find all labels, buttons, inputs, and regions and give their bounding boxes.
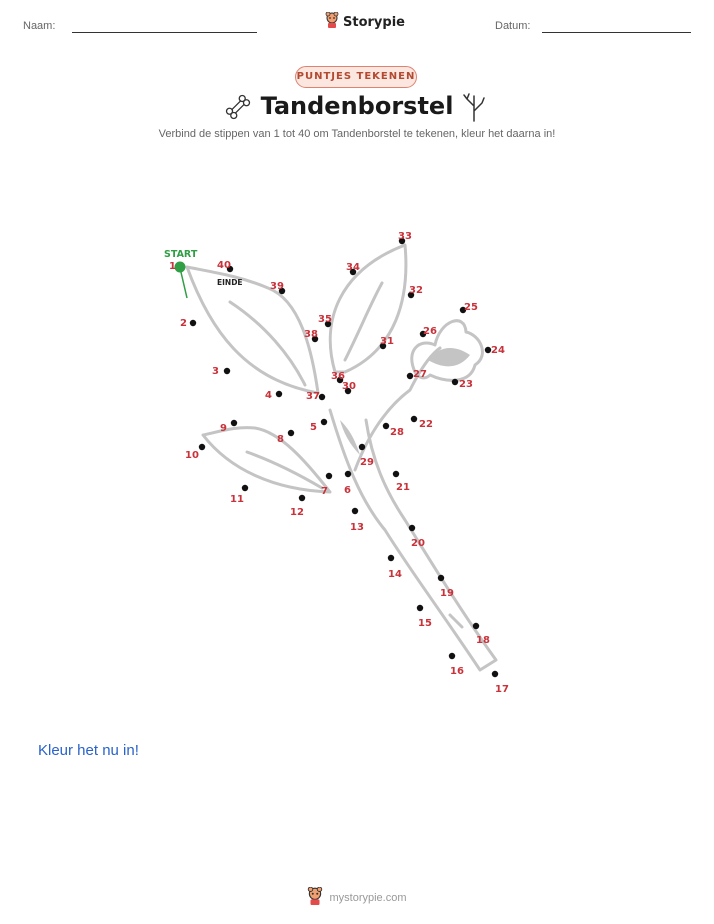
dot-number-23: 23 [459,379,473,390]
activity-badge: PUNTJES TEKENEN [295,66,417,88]
dot-12 [299,495,305,501]
dot-number-33: 33 [398,231,412,242]
start-marker [175,262,186,273]
dot-number-14: 14 [388,569,402,580]
end-label: EINDE [217,278,243,287]
dot-6 [345,471,351,477]
dot-number-9: 9 [220,423,227,434]
dot-10 [199,444,205,450]
instructions: Verbind de stippen van 1 tot 40 om Tandenborstel te tekenen, kleur het daarna in! [158,128,556,140]
dot-19 [438,575,444,581]
dot-22 [411,416,417,422]
dot-number-11: 11 [230,494,244,505]
stem-detail [450,615,462,627]
dot-number-40: 40 [217,260,231,271]
dot-number-16: 16 [450,666,464,677]
dot-number-2: 2 [180,318,187,329]
dot-number-1: 1 [169,261,176,272]
footer [0,887,714,909]
dot-number-10: 10 [185,450,199,461]
dot-17 [492,671,498,677]
dot-number-7: 7 [321,486,328,497]
dot-number-24: 24 [491,345,505,356]
dot-number-28: 28 [390,427,404,438]
dot-number-22: 22 [419,419,433,430]
name-label: Naam: [23,20,56,32]
dot-number-4: 4 [265,390,272,401]
dot-number-27: 27 [413,369,427,380]
dot-number-15: 15 [418,618,432,629]
dot-number-25: 25 [464,302,478,313]
dot-number-5: 5 [310,422,317,433]
dot-number-35: 35 [318,314,332,325]
dot-number-18: 18 [476,635,490,646]
dot-5 [321,419,327,425]
dot-number-36: 36 [331,371,345,382]
date-label: Datum: [495,20,531,32]
dot-11 [242,485,248,491]
dot-number-13: 13 [350,522,364,533]
dot-number-21: 21 [396,482,410,493]
dot-number-26: 26 [423,326,437,337]
storypie-mascot-icon [307,887,323,909]
dot-20 [409,525,415,531]
dot-14 [388,555,394,561]
dot-23 [452,379,458,385]
dot-number-38: 38 [304,329,318,340]
dot-number-12: 12 [290,507,304,518]
dot-number-6: 6 [344,485,351,496]
dot-7 [326,473,332,479]
dot-number-17: 17 [495,684,509,695]
dot-number-32: 32 [409,285,423,296]
footer-url: mystorypie.com [329,892,407,904]
start-connector [180,268,187,298]
dot-21 [393,471,399,477]
dot-3 [224,368,230,374]
dot-number-20: 20 [411,538,425,549]
dot-9 [231,420,237,426]
dot-8 [288,430,294,436]
dot-number-30: 30 [342,381,356,392]
dot-2 [190,320,196,326]
brand-name: Storypie [343,14,405,30]
dot-15 [417,605,423,611]
stem-branch [355,348,440,470]
dot-number-34: 34 [346,262,360,273]
dot-13 [352,508,358,514]
dot-number-31: 31 [380,336,394,347]
leaf-top-left-vein [230,302,305,385]
dot-4 [276,391,282,397]
color-prompt: Kleur het nu in! [38,742,139,759]
dot-16 [449,653,455,659]
dot-29 [359,444,365,450]
outline-art [187,245,496,670]
start-label: START [164,249,198,260]
dot-number-29: 29 [360,457,374,468]
page-title: Tandenborstel [260,92,454,120]
dot-18 [473,623,479,629]
dot-number-19: 19 [440,588,454,599]
dot-number-37: 37 [306,391,320,402]
dot-number-3: 3 [212,366,219,377]
dot-28 [383,423,389,429]
dot-number-8: 8 [277,434,284,445]
dot-number-39: 39 [270,281,284,292]
